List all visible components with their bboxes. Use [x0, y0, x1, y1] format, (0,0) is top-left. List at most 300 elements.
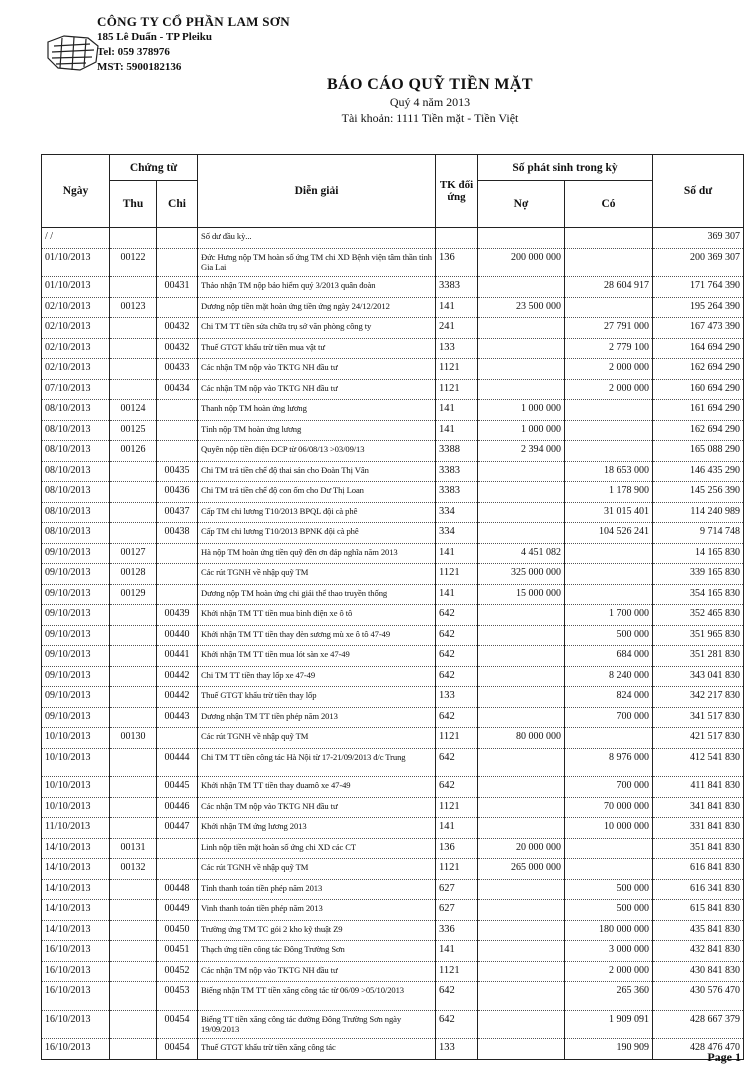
row-receipt-no [110, 625, 157, 646]
row-payment-no: 00435 [157, 461, 198, 482]
row-debit [478, 461, 565, 482]
row-receipt-no [110, 359, 157, 380]
table-row [42, 359, 744, 380]
row-debit [478, 502, 565, 523]
row-balance: 351 281 830 [653, 646, 744, 667]
row-payment-no [157, 564, 198, 585]
row-payment-no: 00434 [157, 379, 198, 400]
row-payment-no: 00444 [157, 748, 198, 777]
row-tk: 141 [436, 818, 478, 839]
table-row [42, 797, 744, 818]
row-credit [565, 400, 653, 421]
row-debit [478, 379, 565, 400]
row-payment-no [157, 248, 198, 277]
row-payment-no [157, 420, 198, 441]
row-description: Chi TM TT tiền công tác Hà Nội từ 17-21/09/2013 đ/c Trung [198, 748, 436, 777]
row-balance: 352 465 830 [653, 605, 744, 626]
row-receipt-no [110, 1010, 157, 1039]
row-credit: 70 000 000 [565, 797, 653, 818]
row-balance: 164 694 290 [653, 338, 744, 359]
row-payment-no: 00441 [157, 646, 198, 667]
row-credit: 10 000 000 [565, 818, 653, 839]
row-balance: 428 476 470 [653, 1039, 744, 1060]
table-row [42, 482, 744, 503]
row-receipt-no [110, 228, 157, 249]
table-row [42, 982, 744, 1011]
row-balance: 428 667 379 [653, 1010, 744, 1039]
row-balance: 430 576 470 [653, 982, 744, 1011]
row-debit [478, 359, 565, 380]
table-row [42, 920, 744, 941]
row-date: 14/10/2013 [42, 838, 110, 859]
row-date: 14/10/2013 [42, 920, 110, 941]
row-tk: 141 [436, 584, 478, 605]
row-debit [478, 338, 565, 359]
row-balance: 616 341 830 [653, 879, 744, 900]
row-tk: 133 [436, 687, 478, 708]
row-description: Cấp TM chi lương T10/2013 BPNK đội cà phê [198, 523, 436, 544]
row-debit: 325 000 000 [478, 564, 565, 585]
row-payment-no: 00437 [157, 502, 198, 523]
company-mst: MST: 5900182136 [97, 61, 182, 73]
row-balance: 146 435 290 [653, 461, 744, 482]
row-description: Khởi nhận TM TT tiền thay đèn sương mù xe ô tô 47-49 [198, 625, 436, 646]
row-credit: 8 976 000 [565, 748, 653, 777]
row-description: Chi TM TT tiền sửa chữa trụ sở văn phòng công ty [198, 318, 436, 339]
row-tk: 3383 [436, 277, 478, 298]
row-receipt-no [110, 687, 157, 708]
row-credit [565, 441, 653, 462]
row-date: 01/10/2013 [42, 277, 110, 298]
table-row [42, 502, 744, 523]
row-balance: 351 965 830 [653, 625, 744, 646]
header-description: Diễn giải [198, 155, 436, 228]
row-tk: 1121 [436, 961, 478, 982]
row-receipt-no [110, 818, 157, 839]
row-debit: 265 000 000 [478, 859, 565, 880]
row-debit [478, 687, 565, 708]
row-tk: 642 [436, 748, 478, 777]
row-credit [565, 584, 653, 605]
row-debit [478, 228, 565, 249]
report-account: Tài khoản: 1111 Tiền mặt - Tiền Việt [341, 111, 519, 125]
row-payment-no: 00432 [157, 318, 198, 339]
row-payment-no: 00454 [157, 1010, 198, 1039]
row-description: Dương nộp TM hoàn ứng chi giải thể thao truyền thống [198, 584, 436, 605]
row-payment-no: 00432 [157, 338, 198, 359]
row-description: Biếng TT tiền xăng công tác đường Đông Trường Sơn ngày 19/09/2013 [198, 1010, 436, 1039]
row-description: Biếng nhận TM TT tiền xăng công tác từ 06/09 >05/10/2013 [198, 982, 436, 1011]
row-credit: 180 000 000 [565, 920, 653, 941]
row-balance: 342 217 830 [653, 687, 744, 708]
header-payment: Chi [157, 181, 198, 228]
row-debit [478, 920, 565, 941]
row-tk: 3388 [436, 441, 478, 462]
row-receipt-no [110, 1039, 157, 1060]
row-credit: 684 000 [565, 646, 653, 667]
row-tk: 141 [436, 543, 478, 564]
row-date: 09/10/2013 [42, 543, 110, 564]
row-receipt-no [110, 482, 157, 503]
company-tel: Tel: 059 378976 [97, 46, 170, 58]
row-receipt-no: 00131 [110, 838, 157, 859]
company-header [97, 14, 290, 75]
row-balance: 200 369 307 [653, 248, 744, 277]
row-tk: 336 [436, 920, 478, 941]
row-receipt-no [110, 797, 157, 818]
row-date: 09/10/2013 [42, 625, 110, 646]
header-arising: Số phát sinh trong kỳ [478, 155, 653, 181]
table-row [42, 900, 744, 921]
table-row [42, 441, 744, 462]
row-date: 16/10/2013 [42, 982, 110, 1011]
row-debit [478, 982, 565, 1011]
row-date: 14/10/2013 [42, 879, 110, 900]
report-title-block [300, 76, 560, 126]
row-description: Thạch ứng tiền công tác Đông Trường Sơn [198, 941, 436, 962]
row-balance: 341 841 830 [653, 797, 744, 818]
header-debit: Nợ [478, 181, 565, 228]
row-debit [478, 1039, 565, 1060]
row-tk: 3383 [436, 461, 478, 482]
row-credit: 2 000 000 [565, 359, 653, 380]
row-receipt-no [110, 277, 157, 298]
company-address: 185 Lê Duẩn - TP Pleiku [97, 31, 213, 43]
row-credit: 500 000 [565, 900, 653, 921]
row-payment-no: 00454 [157, 1039, 198, 1060]
row-receipt-no [110, 502, 157, 523]
row-debit: 15 000 000 [478, 584, 565, 605]
row-description: Trường ứng TM TC gói 2 kho kỹ thuật Z9 [198, 920, 436, 941]
row-date: 08/10/2013 [42, 523, 110, 544]
row-debit [478, 1010, 565, 1039]
company-logo-icon [44, 32, 102, 74]
row-payment-no: 00442 [157, 666, 198, 687]
row-balance: 411 841 830 [653, 777, 744, 798]
row-receipt-no: 00126 [110, 441, 157, 462]
row-tk: 141 [436, 400, 478, 421]
row-receipt-no: 00129 [110, 584, 157, 605]
row-payment-no [157, 859, 198, 880]
row-receipt-no [110, 961, 157, 982]
row-credit [565, 297, 653, 318]
row-credit: 190 909 [565, 1039, 653, 1060]
row-balance: 421 517 830 [653, 728, 744, 749]
row-credit: 824 000 [565, 687, 653, 708]
row-debit [478, 666, 565, 687]
row-debit [478, 707, 565, 728]
row-date: 16/10/2013 [42, 1039, 110, 1060]
row-tk: 642 [436, 982, 478, 1011]
table-row [42, 379, 744, 400]
row-date: 10/10/2013 [42, 728, 110, 749]
row-payment-no: 00447 [157, 818, 198, 839]
row-receipt-no [110, 879, 157, 900]
row-description: Quyên nộp tiền điện ĐCP từ 06/08/13 >03/09/13 [198, 441, 436, 462]
row-date: 08/10/2013 [42, 420, 110, 441]
row-credit: 8 240 000 [565, 666, 653, 687]
row-tk: 1121 [436, 379, 478, 400]
row-date: 02/10/2013 [42, 318, 110, 339]
row-receipt-no [110, 982, 157, 1011]
table-row [42, 420, 744, 441]
row-receipt-no [110, 646, 157, 667]
row-credit: 104 526 241 [565, 523, 653, 544]
row-balance: 369 307 [653, 228, 744, 249]
row-balance: 195 264 390 [653, 297, 744, 318]
row-credit [565, 543, 653, 564]
row-payment-no [157, 441, 198, 462]
row-debit [478, 523, 565, 544]
row-credit: 31 015 401 [565, 502, 653, 523]
row-date: 16/10/2013 [42, 941, 110, 962]
row-receipt-no: 00122 [110, 248, 157, 277]
row-receipt-no [110, 900, 157, 921]
row-date: 16/10/2013 [42, 961, 110, 982]
row-date: 09/10/2013 [42, 605, 110, 626]
row-payment-no [157, 543, 198, 564]
row-balance: 354 165 830 [653, 584, 744, 605]
row-credit [565, 859, 653, 880]
row-description: Thuế GTGT khấu trừ tiền thay lốp [198, 687, 436, 708]
row-description: Các rút TGNH về nhập quỹ TM [198, 859, 436, 880]
row-date: 02/10/2013 [42, 338, 110, 359]
row-description: Tỉnh thanh toán tiền phép năm 2013 [198, 879, 436, 900]
row-date: 16/10/2013 [42, 1010, 110, 1039]
row-balance: 167 473 390 [653, 318, 744, 339]
row-receipt-no [110, 523, 157, 544]
row-balance: 341 517 830 [653, 707, 744, 728]
row-balance: 161 694 290 [653, 400, 744, 421]
row-date: 09/10/2013 [42, 687, 110, 708]
row-debit [478, 797, 565, 818]
header-credit: Có [565, 181, 653, 228]
row-date: 10/10/2013 [42, 777, 110, 798]
row-tk: 642 [436, 707, 478, 728]
table-row [42, 461, 744, 482]
row-date: / / [42, 228, 110, 249]
row-date: 09/10/2013 [42, 564, 110, 585]
row-description: Chi TM trả tiền chế độ con ốm cho Dư Thị Loan [198, 482, 436, 503]
row-tk: 642 [436, 605, 478, 626]
row-debit [478, 277, 565, 298]
row-receipt-no: 00125 [110, 420, 157, 441]
row-receipt-no [110, 605, 157, 626]
table-row [42, 687, 744, 708]
table-row [42, 605, 744, 626]
row-payment-no: 00450 [157, 920, 198, 941]
row-receipt-no [110, 461, 157, 482]
row-payment-no: 00438 [157, 523, 198, 544]
row-balance: 14 165 830 [653, 543, 744, 564]
row-credit: 700 000 [565, 707, 653, 728]
row-balance: 171 764 390 [653, 277, 744, 298]
table-row [42, 666, 744, 687]
row-balance: 351 841 830 [653, 838, 744, 859]
report-period: Quý 4 năm 2013 [389, 95, 471, 109]
row-description: Khởi nhận TM TT tiền mua lót sàn xe 47-49 [198, 646, 436, 667]
row-tk: 241 [436, 318, 478, 339]
row-date: 08/10/2013 [42, 482, 110, 503]
row-balance: 430 841 830 [653, 961, 744, 982]
report-title: BÁO CÁO QUỸ TIỀN MẶT [327, 76, 533, 93]
row-debit [478, 900, 565, 921]
row-credit: 3 000 000 [565, 941, 653, 962]
row-debit: 200 000 000 [478, 248, 565, 277]
row-debit: 1 000 000 [478, 420, 565, 441]
row-description: Vinh thanh toán tiền phép năm 2013 [198, 900, 436, 921]
table-row [42, 248, 744, 277]
row-payment-no: 00452 [157, 961, 198, 982]
row-debit [478, 777, 565, 798]
row-credit: 500 000 [565, 879, 653, 900]
row-description: Các nhận TM nộp vào TKTG NH đầu tư [198, 797, 436, 818]
row-payment-no [157, 728, 198, 749]
row-receipt-no [110, 707, 157, 728]
row-date: 10/10/2013 [42, 748, 110, 777]
row-description: Các nhận TM nộp vào TKTG NH đầu tư [198, 961, 436, 982]
row-tk: 1121 [436, 797, 478, 818]
row-credit: 265 360 [565, 982, 653, 1011]
table-row [42, 297, 744, 318]
row-payment-no [157, 228, 198, 249]
row-tk: 1121 [436, 728, 478, 749]
row-tk: 136 [436, 248, 478, 277]
company-name: CÔNG TY CỔ PHẦN LAM SƠN [97, 14, 290, 29]
row-payment-no: 00445 [157, 777, 198, 798]
row-date: 08/10/2013 [42, 461, 110, 482]
table-row [42, 1039, 744, 1060]
row-balance: 343 041 830 [653, 666, 744, 687]
row-credit [565, 838, 653, 859]
table-row [42, 584, 744, 605]
table-row [42, 838, 744, 859]
row-credit [565, 420, 653, 441]
row-payment-no [157, 838, 198, 859]
row-description: Khởi nhận TM TT tiền mua bình điện xe ô tô [198, 605, 436, 626]
row-tk: 141 [436, 297, 478, 318]
row-debit [478, 318, 565, 339]
row-payment-no: 00443 [157, 707, 198, 728]
table-row [42, 228, 744, 249]
row-payment-no: 00433 [157, 359, 198, 380]
row-debit [478, 961, 565, 982]
table-row [42, 707, 744, 728]
row-tk: 642 [436, 1010, 478, 1039]
row-date: 14/10/2013 [42, 859, 110, 880]
row-payment-no: 00446 [157, 797, 198, 818]
row-description: Khởi nhận TM ứng lương 2013 [198, 818, 436, 839]
row-payment-no [157, 297, 198, 318]
row-debit [478, 879, 565, 900]
row-tk: 334 [436, 523, 478, 544]
table-row [42, 728, 744, 749]
row-credit [565, 564, 653, 585]
row-receipt-no [110, 338, 157, 359]
table-row [42, 646, 744, 667]
row-date: 09/10/2013 [42, 646, 110, 667]
row-description: Đức Hưng nộp TM hoàn số ứng TM chi XD Bệnh viện tâm thần tỉnh Gia Lai [198, 248, 436, 277]
row-description: Tỉnh nộp TM hoàn ứng lương [198, 420, 436, 441]
row-balance: 165 088 290 [653, 441, 744, 462]
row-date: 08/10/2013 [42, 400, 110, 421]
row-date: 02/10/2013 [42, 359, 110, 380]
row-balance: 615 841 830 [653, 900, 744, 921]
page-number: Page 1 [707, 1050, 741, 1064]
row-description: Chi TM TT tiền thay lốp xe 47-49 [198, 666, 436, 687]
row-description: Hà nộp TM hoàn ứng tiền quỹ đền ơn đáp nghĩa năm 2013 [198, 543, 436, 564]
table-row [42, 625, 744, 646]
row-receipt-no: 00128 [110, 564, 157, 585]
row-tk: 1121 [436, 859, 478, 880]
row-description: Khởi nhận TM TT tiền thay đuamô xe 47-49 [198, 777, 436, 798]
row-tk: 133 [436, 1039, 478, 1060]
row-balance: 162 694 290 [653, 359, 744, 380]
table-row [42, 777, 744, 798]
header-balance: Số dư [653, 155, 744, 228]
row-debit [478, 646, 565, 667]
row-description: Cấp TM chi lương T10/2013 BPQL đội cà phê [198, 502, 436, 523]
row-debit: 20 000 000 [478, 838, 565, 859]
table-row [42, 277, 744, 298]
header-tk: TK đối ứng [436, 155, 478, 228]
row-credit: 18 653 000 [565, 461, 653, 482]
row-description: Chi TM trả tiền chế độ thai sản cho Đoàn Thị Vân [198, 461, 436, 482]
row-balance: 616 841 830 [653, 859, 744, 880]
row-debit [478, 941, 565, 962]
header-date: Ngày [42, 155, 110, 228]
row-description: Các rút TGNH về nhập quỹ TM [198, 728, 436, 749]
row-description: Các rút TGNH về nhập quỹ TM [198, 564, 436, 585]
row-receipt-no [110, 777, 157, 798]
row-debit [478, 482, 565, 503]
row-tk: 627 [436, 900, 478, 921]
row-balance: 145 256 390 [653, 482, 744, 503]
row-payment-no [157, 400, 198, 421]
table-row [42, 318, 744, 339]
row-description: Các nhận TM nộp vào TKTG NH đầu tư [198, 359, 436, 380]
table-row [42, 1010, 744, 1039]
header-receipt: Thu [110, 181, 157, 228]
row-balance: 331 841 830 [653, 818, 744, 839]
row-payment-no: 00439 [157, 605, 198, 626]
table-row [42, 543, 744, 564]
row-date: 09/10/2013 [42, 584, 110, 605]
row-credit: 27 791 000 [565, 318, 653, 339]
cash-ledger-table [41, 154, 744, 1060]
row-tk: 141 [436, 941, 478, 962]
row-balance: 162 694 290 [653, 420, 744, 441]
row-date: 07/10/2013 [42, 379, 110, 400]
row-date: 01/10/2013 [42, 248, 110, 277]
row-credit: 28 604 917 [565, 277, 653, 298]
row-tk: 642 [436, 646, 478, 667]
row-tk: 642 [436, 666, 478, 687]
row-credit: 2 779 100 [565, 338, 653, 359]
row-description: Thuế GTGT khấu trừ tiền xăng công tác [198, 1039, 436, 1060]
row-receipt-no: 00124 [110, 400, 157, 421]
table-row [42, 879, 744, 900]
row-credit: 2 000 000 [565, 379, 653, 400]
row-description: Thảo nhận TM nộp bảo hiểm quý 3/2013 quân đoàn [198, 277, 436, 298]
row-tk: 642 [436, 625, 478, 646]
ledger-body [42, 228, 744, 1060]
row-balance: 160 694 290 [653, 379, 744, 400]
row-credit [565, 248, 653, 277]
row-tk: 3383 [436, 482, 478, 503]
row-tk: 334 [436, 502, 478, 523]
row-receipt-no [110, 379, 157, 400]
